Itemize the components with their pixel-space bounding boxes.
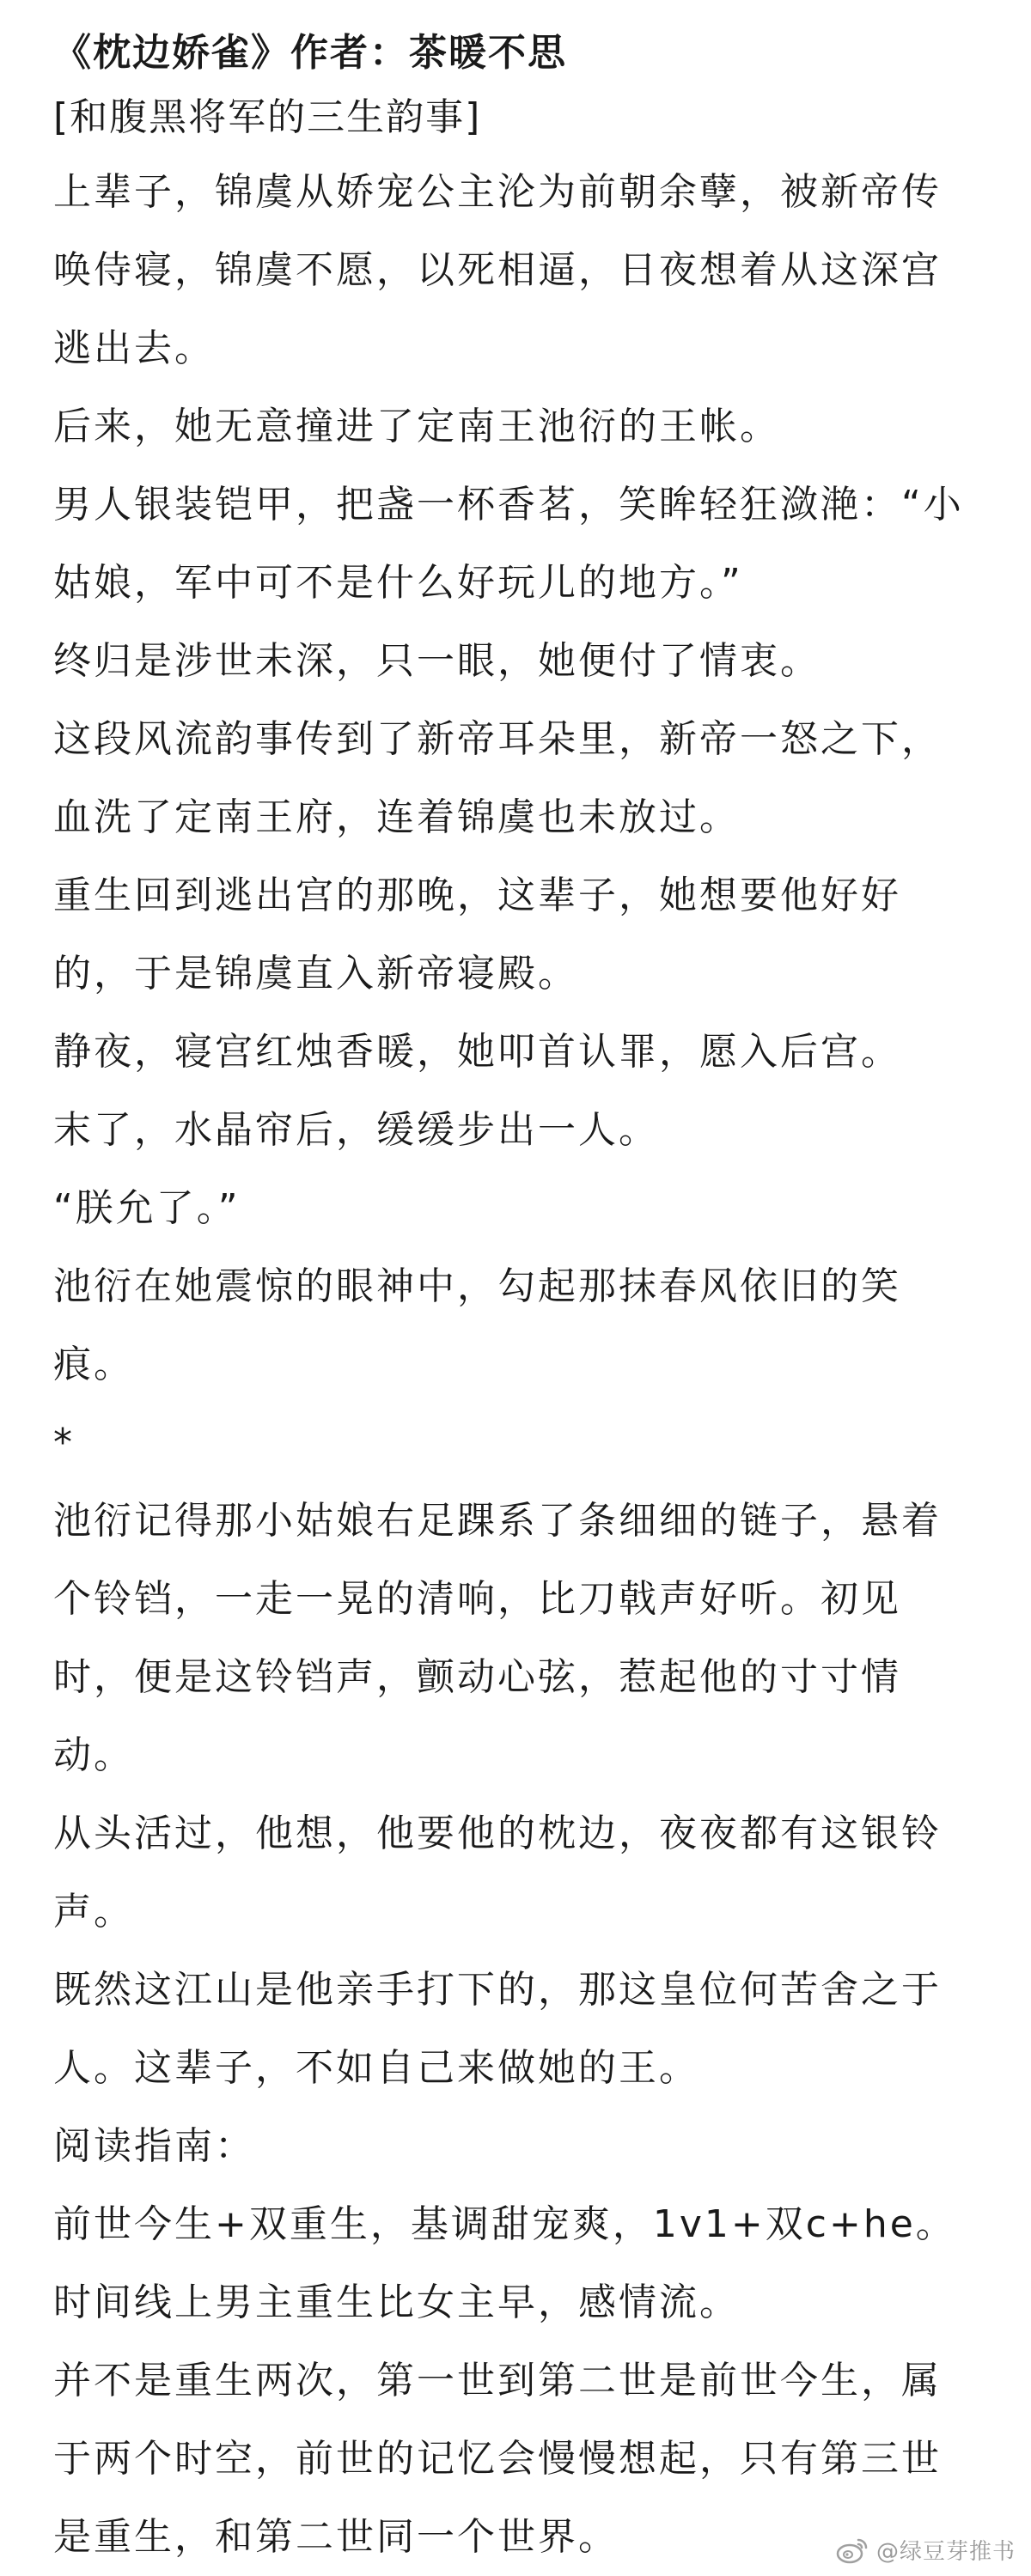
text-line: 阅读指南： — [53, 2124, 255, 2168]
text-line: 动。 — [53, 1733, 134, 1777]
book-title: 《枕边娇雀》作者：茶暖不思 — [53, 31, 567, 75]
text-line: 这段风流韵事传到了新帝耳朵里，新帝一怒之下， — [53, 717, 942, 761]
weibo-icon — [835, 2536, 869, 2565]
text-line: 痕。 — [53, 1343, 134, 1386]
text-line: 池衍在她震惊的眼神中，勾起那抹春风依旧的笑 — [53, 1264, 901, 1308]
watermark-text: @绿豆芽推书 — [875, 2539, 1016, 2565]
text-line: 男人银装铠甲，把盏一杯香茗，笑眸轻狂潋滟：“小 — [53, 483, 964, 527]
text-line: 后来，她无意撞进了定南王池衍的王帐。 — [53, 405, 780, 448]
text-line: 逃出去。 — [53, 326, 215, 370]
text-line: 人。这辈子，不如自己来做她的王。 — [53, 2046, 699, 2090]
text-line: 池衍记得那小姑娘右足踝系了条细细的链子，悬着 — [53, 1499, 942, 1543]
text-line: 个铃铛，一走一晃的清响，比刀戟声好听。初见 — [53, 1577, 901, 1621]
text-line: 唤侍寝，锦虞不愿，以死相逼，日夜想着从这深宫 — [53, 248, 942, 292]
text-line: 血洗了定南王府，连着锦虞也未放过。 — [53, 795, 740, 839]
text-line: 是重生，和第二世同一个世界。 — [53, 2515, 619, 2559]
text-line: 终归是涉世未深，只一眼，她便付了情衷。 — [53, 639, 821, 683]
text-line: 时间线上男主重生比女主早，感情流。 — [53, 2281, 740, 2324]
text-line: 上辈子，锦虞从娇宠公主沦为前朝余孽，被新帝传 — [53, 170, 942, 214]
text-line: 的，于是锦虞直入新帝寝殿。 — [53, 952, 578, 996]
text-line: 并不是重生两次，第一世到第二世是前世今生，属 — [53, 2359, 942, 2402]
text-line: 姑娘，军中可不是什么好玩儿的地方。” — [53, 561, 743, 605]
text-line: 声。 — [53, 1890, 134, 1934]
text-line: 重生回到逃出宫的那晚，这辈子，她想要他好好 — [53, 874, 901, 917]
text-line: “朕允了。” — [53, 1186, 241, 1230]
text-lines — [53, 153, 985, 2576]
document-body — [53, 26, 985, 2576]
text-line: 时，便是这铃铛声，颤动心弦，惹起他的寸寸情 — [53, 1655, 901, 1699]
text-line: 末了，水晶帘后，缓缓步出一人。 — [53, 1108, 659, 1152]
text-line: 于两个时空，前世的记忆会慢慢想起，只有第三世 — [53, 2437, 942, 2481]
text-line: * — [53, 1421, 75, 1465]
text-line: 既然这江山是他亲手打下的，那这皇位何苦舍之于 — [53, 1968, 942, 2012]
text-line: 从头活过，他想，他要他的枕边，夜夜都有这银铃 — [53, 1812, 942, 1855]
text-line: 静夜，寝宫红烛香暖，她叩首认罪，愿入后宫。 — [53, 1030, 901, 1074]
watermark — [835, 2534, 1016, 2566]
text-line: 前世今生+双重生，基调甜宠爽，1v1+双c+he。 — [53, 2202, 956, 2246]
book-subtitle: [和腹黑将军的三生韵事] — [53, 95, 482, 139]
